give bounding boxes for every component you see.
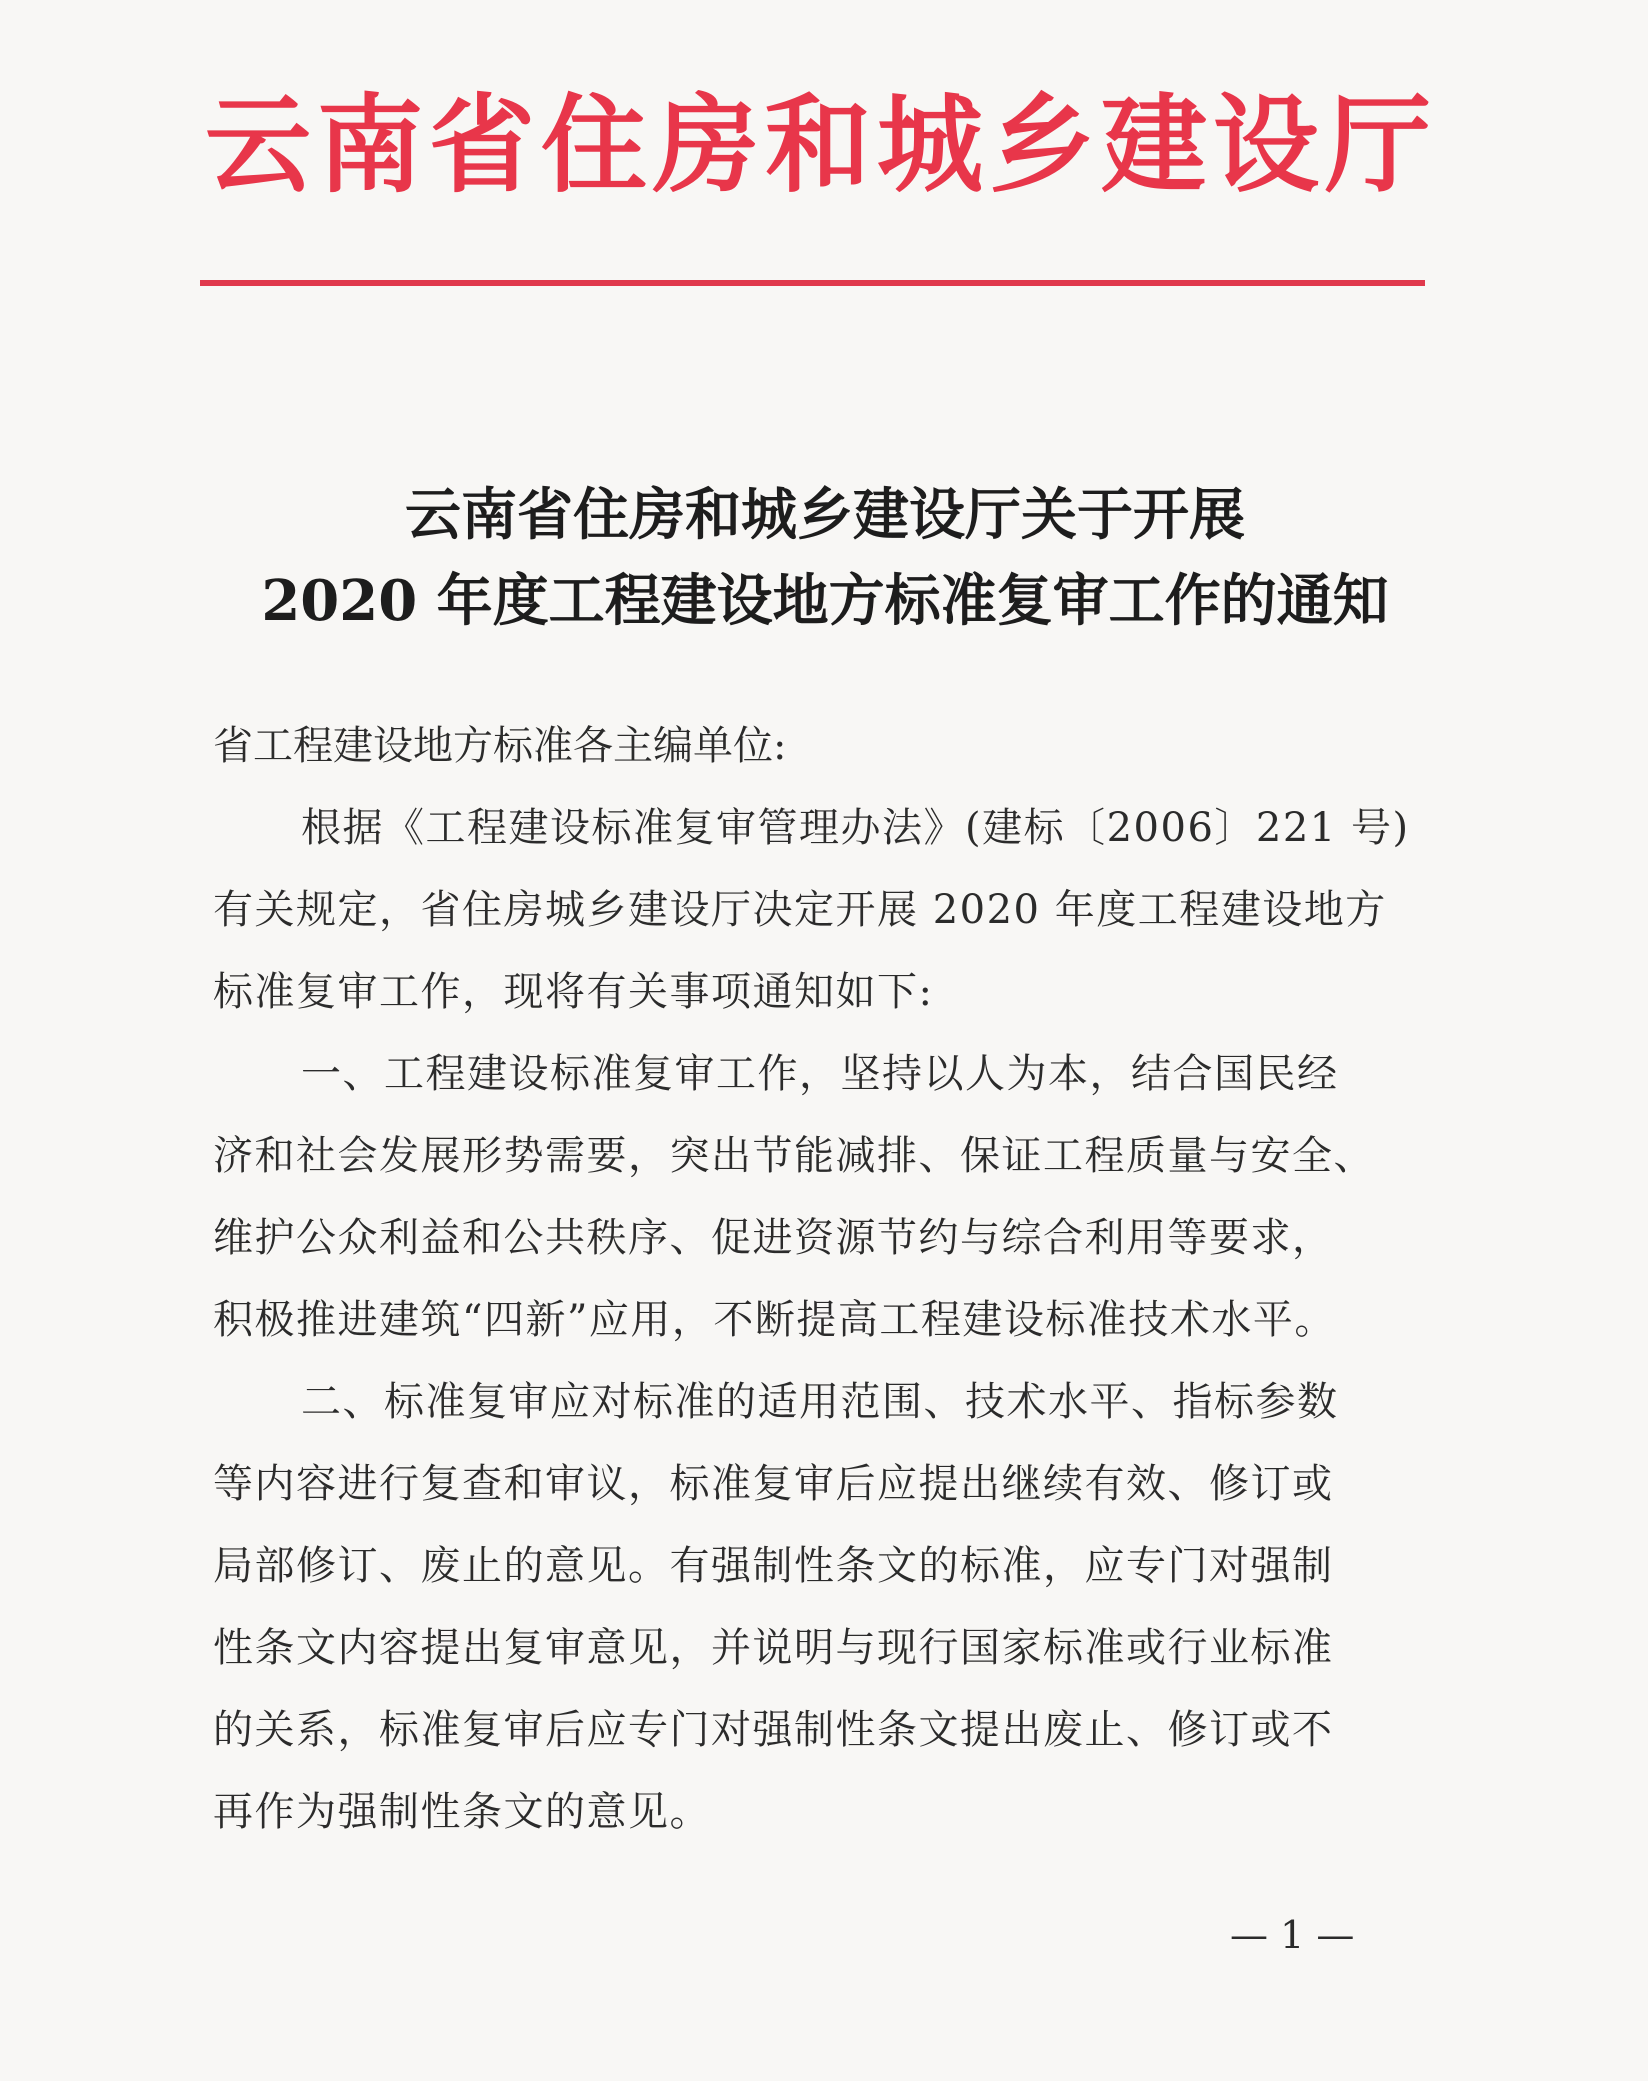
document-title-line-1: 云南省住房和城乡建设厅关于开展 [405, 482, 1245, 548]
paragraph-line: 一、工程建设标准复审工作，坚持以人为本，结合国民经 [301, 1051, 1339, 1097]
paragraph-line: 维护公众利益和公共秩序、促进资源节约与综合利用等要求， [213, 1215, 1334, 1261]
paragraph-3 [213, 1361, 1423, 1853]
page-number: — 1 — [1230, 1913, 1355, 1957]
paragraph-1 [213, 787, 1423, 1033]
paragraph-line: 有关规定，省住房城乡建设厅决定开展 2020 年度工程建设地方 [213, 887, 1387, 933]
paragraph-line: 根据《工程建设标准复审管理办法》(建标〔2006〕221 号) [301, 805, 1410, 851]
letterhead-red-rule [200, 280, 1425, 286]
paragraph-line: 济和社会发展形势需要，突出节能减排、保证工程质量与安全、 [213, 1133, 1375, 1179]
letterhead-title: 云南省住房和城乡建设厅 [205, 82, 1437, 207]
document-body [213, 787, 1423, 1853]
paragraph-line: 性条文内容提出复审意见，并说明与现行国家标准或行业标准 [213, 1625, 1334, 1671]
paragraph-line: 等内容进行复查和审议，标准复审后应提出继续有效、修订或 [213, 1461, 1334, 1507]
document-title-line-2: 2020 年度工程建设地方标准复审工作的通知 [261, 568, 1389, 634]
salutation: 省工程建设地方标准各主编单位: [213, 723, 787, 769]
paragraph-line: 再作为强制性条文的意见。 [213, 1789, 711, 1835]
paragraph-2 [213, 1033, 1423, 1361]
document-title [210, 472, 1440, 644]
paragraph-line: 积极推进建筑“四新”应用，不断提高工程建设标准技术水平。 [213, 1297, 1336, 1343]
paragraph-line: 二、标准复审应对标准的适用范围、技术水平、指标参数 [301, 1379, 1339, 1425]
paragraph-line: 的关系，标准复审后应专门对强制性条文提出废止、修订或不 [213, 1707, 1334, 1753]
paragraph-line: 标准复审工作，现将有关事项通知如下: [213, 969, 934, 1015]
paragraph-line: 局部修订、废止的意见。有强制性条文的标准，应专门对强制 [213, 1543, 1334, 1589]
